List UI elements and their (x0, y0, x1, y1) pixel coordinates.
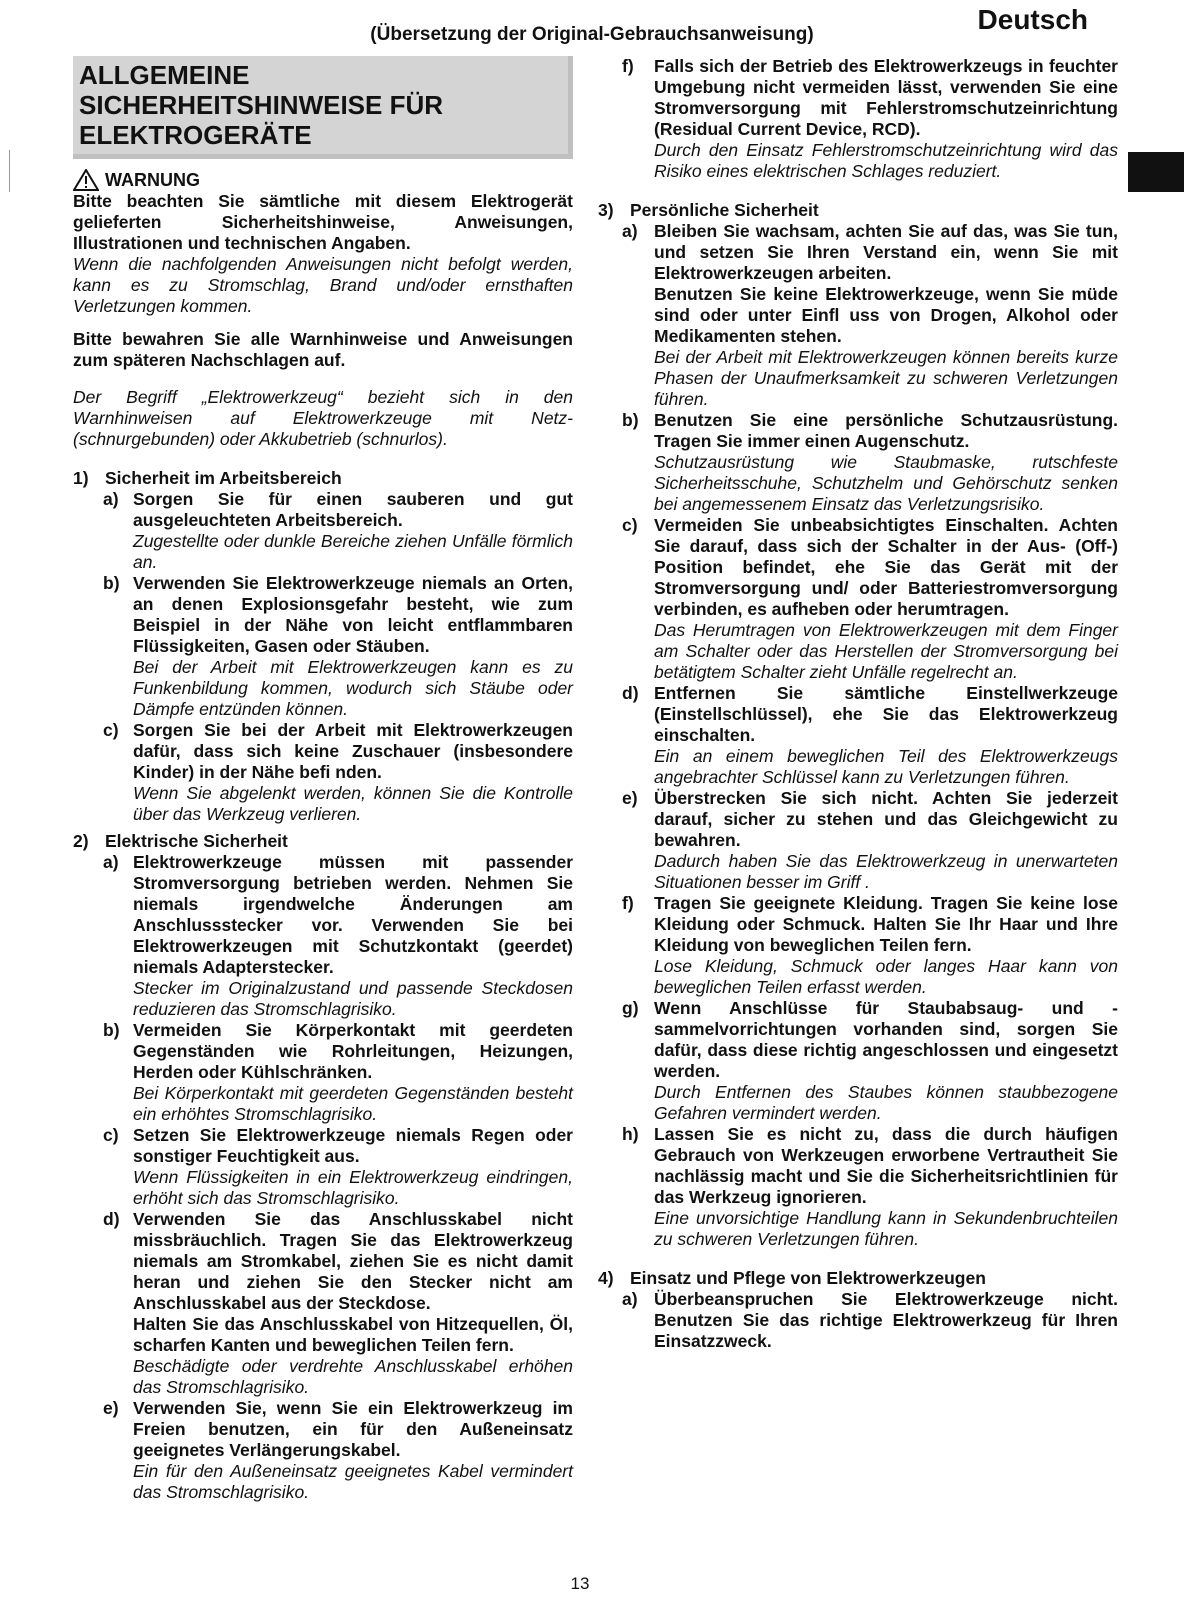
right-column (598, 56, 1118, 1352)
list-item: f) Falls sich der Betrieb des Elektrowerkzeugs in feuchter Umgebung nicht vermeiden lässt, verwenden Sie eine Stromversorgung mit Fehlerstromschutzeinrichtung (Residual Current Device, RCD). Durch den Einsatz Fehlerstromschutzeinrichtung wird das Risiko eines elektrischen Schlages reduziert. (622, 56, 1118, 181)
list-item: e) Überstrecken Sie sich nicht. Achten Sie jederzeit darauf, sicher zu stehen und das Gleichgewicht zu bewahren. Dadurch haben Sie das Elektrowerkzeug in unerwarteten Situationen besser im Griff . (622, 788, 1118, 892)
section-heading: 4) Einsatz und Pflege von Elektrowerkzeugen (598, 1268, 986, 1288)
list-item: c) Sorgen Sie bei der Arbeit mit Elektrowerkzeugen dafür, dass sich keine Zuschauer (insbesondere Kinder) in der Nähe befi nden. Wenn Sie abgelenkt werden, können Sie die Kontrolle über das Werkzeug verlieren. (103, 720, 573, 824)
intro-definition: Der Begriff „Elektrowerkzeug“ bezieht sich in den Warnhinweisen auf Elektrowerkzeuge mit Netz- (schnurgebunden) oder Akkubetrieb (schnurlos). (73, 387, 573, 449)
warning-triangle-icon (73, 169, 99, 191)
page-number: 13 (570, 1574, 590, 1593)
warning-label: WARNUNG (105, 169, 200, 190)
list-item: a) Sorgen Sie für einen sauberen und gut ausgeleuchteten Arbeitsbereich. Zugestellte oder dunkle Bereiche ziehen Unfälle förmlich an. (103, 489, 573, 572)
title-line: SICHERHEITSHINWEISE FÜR (79, 90, 444, 120)
margin-line (9, 150, 10, 192)
list-item: f) Tragen Sie geeignete Kleidung. Tragen Sie keine lose Kleidung oder Schmuck. Halten Sie Ihr Haar und Ihre Kleidung von beweglichen Teilen fern. Lose Kleidung, Schmuck oder langes Haar kann von beweglichen Teilen erfasst werden. (622, 893, 1118, 997)
section-heading: 2) Elektrische Sicherheit (73, 831, 288, 851)
intro-keep-notice: Bitte bewahren Sie alle Warnhinweise und Anweisungen zum späteren Nachschlagen auf. (73, 329, 573, 370)
language-label: Deutsch (977, 4, 1088, 35)
list-item: g) Wenn Anschlüsse für Staubabsaug- und -sammelvorrichtungen vorhanden sind, sorgen Sie dafür, dass diese richtig angeschlossen und eingesetzt werden. Durch Entfernen des Staubes können staubbezogene Gefahren vermindert werden. (622, 998, 1118, 1123)
language-tab-marker (1128, 152, 1184, 192)
warning-heading (73, 169, 573, 191)
title-line: ALLGEMEINE (79, 60, 250, 90)
list-item: h) Lassen Sie es nicht zu, dass die durch häufigen Gebrauch von Werkzeugen erworbene Vertrautheit Sie nachlässig macht und Sie die Sicherheitsrichtlinien für das Werkzeug ignorieren. Eine unvorsichtige Handlung kann in Sekundenbruchteilen zu schweren Verletzungen führen. (622, 1124, 1118, 1249)
list-item: a) Elektrowerkzeuge müssen mit passender Stromversorgung betrieben werden. Nehmen Sie niemals irgendwelche Änderungen am Anschlussstecker vor. Verwenden Sie bei Elektrowerkzeugen mit Schutzkontakt (geerdet) niemals Adapterstecker. Stecker im Originalzustand und passende Steckdosen reduzieren das Stromschlagrisiko. (103, 852, 573, 1019)
list-item: c) Setzen Sie Elektrowerkzeuge niemals Regen oder sonstiger Feuchtigkeit aus. Wenn Flüssigkeiten in ein Elektrowerkzeug eindringen, erhöht sich das Stromschlagrisiko. (103, 1125, 573, 1208)
list-item: d) Verwenden Sie das Anschlusskabel nicht missbräuchlich. Tragen Sie das Elektrowerkzeug niemals am Stromkabel, ziehen Sie es nicht damit heran und ziehen Sie den Stecker nicht am Anschlusskabel aus der Steckdose. Halten Sie das Anschlusskabel von Hitzequellen, Öl, scharfen Kanten und beweglichen Teilen fern. Beschädigte oder verdrehte Anschlusskabel erhöhen das Stromschlagrisiko. (103, 1209, 573, 1397)
section-heading: 3) Persönliche Sicherheit (598, 200, 819, 220)
section-heading: 1) Sicherheit im Arbeitsbereich (73, 468, 342, 488)
section-title (73, 56, 573, 159)
list-item: a) Überbeanspruchen Sie Elektrowerkzeuge nicht. Benutzen Sie das richtige Elektrowerkzeug für Ihren Einsatzzweck. (622, 1289, 1118, 1351)
list-item: b) Verwenden Sie Elektrowerkzeuge niemals an Orten, an denen Explosionsgefahr besteht, wie zum Beispiel in der Nähe von leicht entflammbaren Flüssigkeiten, Gasen oder Stäuben. Bei der Arbeit mit Elektrowerkzeugen kann es zu Funkenbildung kommen, wodurch sich Stäube oder Dämpfe entzünden können. (103, 573, 573, 719)
title-line: ELEKTROGERÄTE (79, 120, 312, 150)
list-item: b) Vermeiden Sie Körperkontakt mit geerdeten Gegenständen wie Rohrleitungen, Heizungen, Herden oder Kühlschränken. Bei Körperkontakt mit geerdeten Gegenständen besteht ein erhöhtes Stromschlagrisiko. (103, 1020, 573, 1124)
left-column (73, 56, 573, 1503)
list-item: c) Vermeiden Sie unbeabsichtigtes Einschalten. Achten Sie darauf, dass sich der Schalter in der Aus- (Off-) Position befindet, ehe Sie das Gerät mit der Stromversorgung und/ oder Batteriestromversorgung verbinden, es aufheben oder herumtragen. Das Herumtragen von Elektrowerkzeugen mit dem Finger am Schalter oder das Herstellen der Stromversorgung bei betätigtem Schalter zieht Unfälle regelrecht an. (622, 515, 1118, 682)
list-item: d) Entfernen Sie sämtliche Einstellwerkzeuge (Einstellschlüssel), ehe Sie das Elektrowerkzeug einschalten. Ein an einem beweglichen Teil des Elektrowerkzeugs angebrachter Schlüssel kann zu Verletzungen führen. (622, 683, 1118, 787)
list-item: a) Bleiben Sie wachsam, achten Sie auf das, was Sie tun, und setzen Sie Ihren Verstand ein, wenn Sie mit Elektrowerkzeugen arbeiten. Benutzen Sie keine Elektrowerkzeuge, wenn Sie müde sind oder unter Einfl uss von Drogen, Alkohol oder Medikamenten stehen. Bei der Arbeit mit Elektrowerkzeugen können bereits kurze Phasen der Unaufmerksamkeit zu schweren Verletzungen führen. (622, 221, 1118, 409)
intro-bold: Bitte beachten Sie sämtliche mit diesem Elektrogerät gelieferten Sicherheitshinweise, Anweisungen, Illustrationen und technischen Angaben. (73, 191, 573, 253)
list-item: b) Benutzen Sie eine persönliche Schutzausrüstung. Tragen Sie immer einen Augenschutz. Schutzausrüstung wie Staubmaske, rutschfeste Sicherheitsschuhe, Schutzhelm und Gehörschutz senken bei angemessenem Einsatz das Verletzungsrisiko. (622, 410, 1118, 514)
document-subtitle: (Übersetzung der Original-Gebrauchsanweisung) (370, 24, 814, 45)
list-item: e) Verwenden Sie, wenn Sie ein Elektrowerkzeug im Freien benutzen, ein für den Außeneinsatz geeignetes Verlängerungskabel. Ein für den Außeneinsatz geeignetes Kabel vermindert das Stromschlagrisiko. (103, 1398, 573, 1502)
intro-italic: Wenn die nachfolgenden Anweisungen nicht befolgt werden, kann es zu Stromschlag, Brand und/oder ernsthaften Verletzungen kommen. (73, 254, 573, 316)
